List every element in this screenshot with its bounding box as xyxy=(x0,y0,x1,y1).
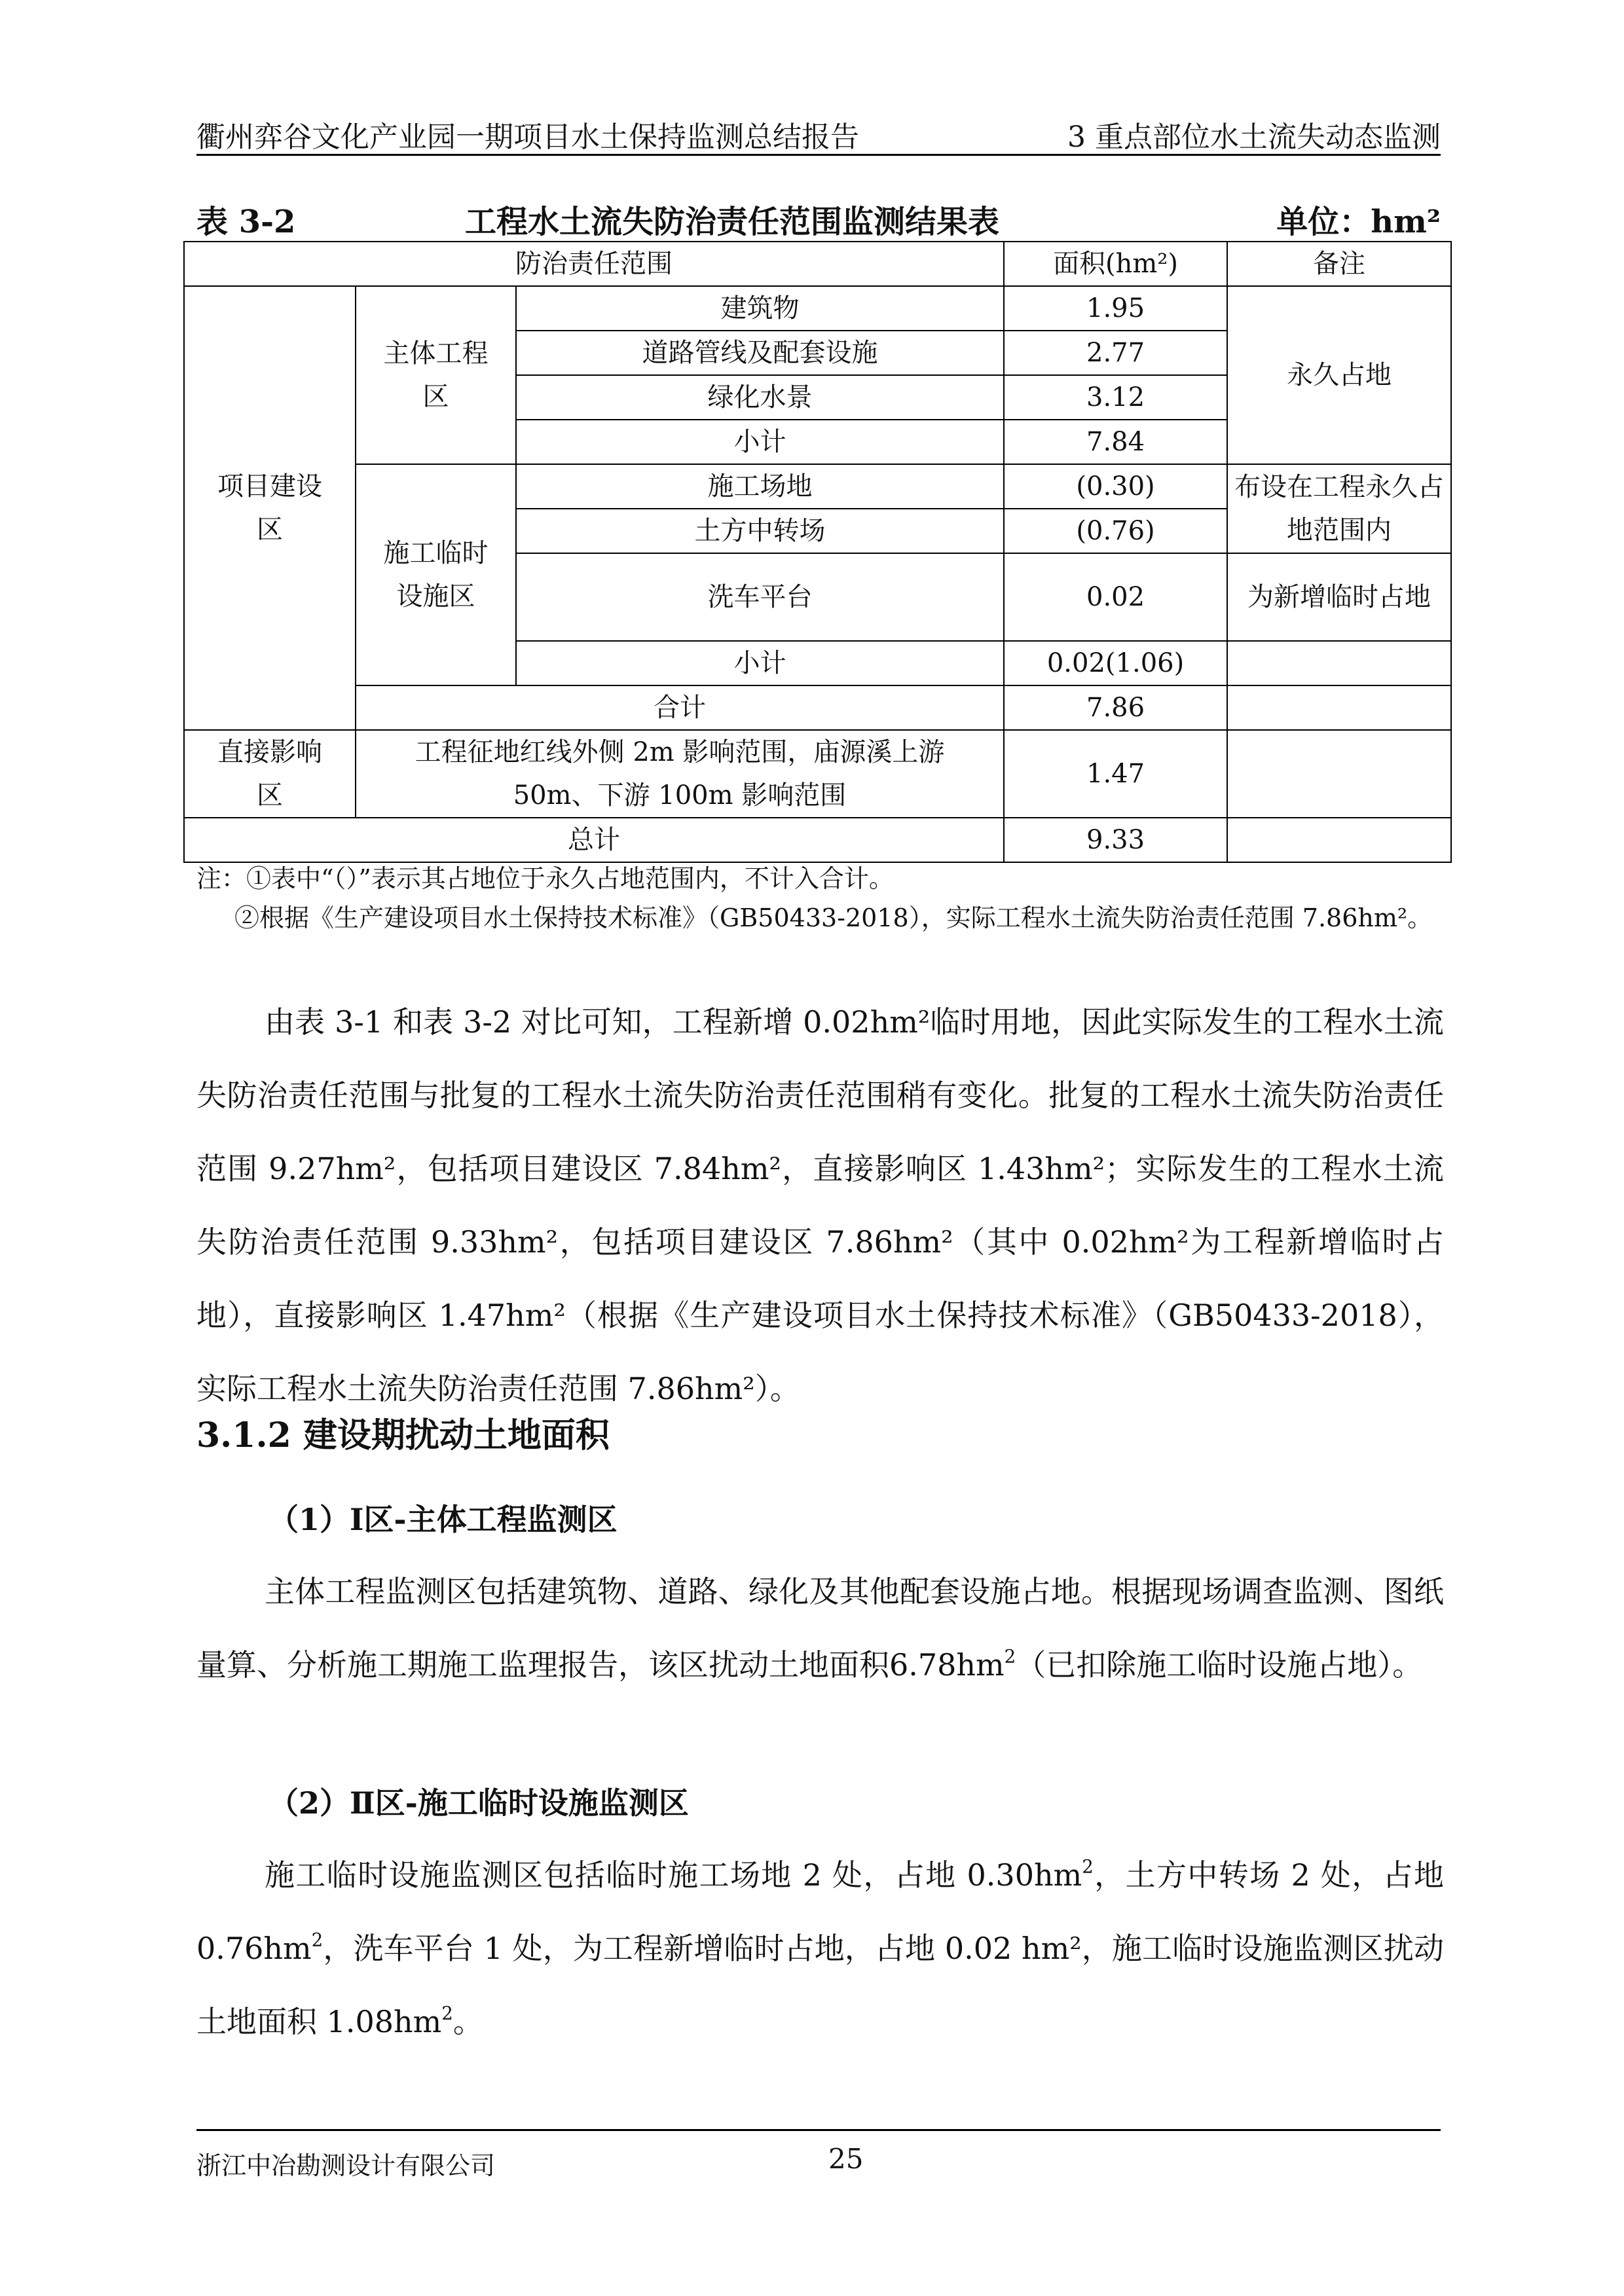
area-cell: 3.12 xyxy=(1004,375,1227,420)
item-cell: 洗车平台 xyxy=(516,553,1004,641)
area-cell: 1.95 xyxy=(1004,286,1227,331)
note-2: ②根据《生产建设项目水土保持技术标准》（GB50433-2018），实际工程水土流失防治责任范围 7.86hm²。 xyxy=(234,903,1433,932)
area-cell: 0.02(1.06) xyxy=(1004,641,1227,685)
paragraph-comparison: 由表 3-1 和表 3-2 对比可知，工程新增 0.02hm²临时用地，因此实际发生的工程水土流失防治责任范围与批复的工程水土流失防治责任范围稍有变化。批复的工程水土流失防治责任范围 9.27hm²，包括项目建设区 7.84hm²，直接影响区 1.43hm²；实际发生的工程水土流失防治责任范围 9.33hm²，包括项目建设区 7.86hm²（其中 0.02hm²为工程新增临时占地），直接影响区 1.47hm²（根据《生产建设项目水土保持技术标准》（GB50433-2018），实际工程水土流失防治责任范围 7.86hm²）。 xyxy=(196,1004,1444,1406)
item-cell: 建筑物 xyxy=(516,286,1004,331)
total-label: 总计 xyxy=(184,818,1004,862)
text-run: 施工临时设施监测区包括临时施工场地 2 处，占地 0.30hm xyxy=(265,1857,1082,1893)
note-1: 注：①表中“（）”表示其占地位于永久占地范围内，不计入合计。 xyxy=(196,864,894,893)
direct-area: 1.47 xyxy=(1004,730,1227,818)
footer-company: 浙江中冶勘测设计有限公司 xyxy=(196,2151,496,2180)
paragraph-main-zone xyxy=(196,1555,1444,1702)
text-run: 主体工程监测区包括建筑物、道路、绿化及其他配套设施占地。根据现场调查监测、图纸量算、分析施工期施工监理报告，该区扰动土地面积6.78hm xyxy=(196,1574,1444,1683)
direct-row xyxy=(184,730,1451,818)
area-cell: 0.02 xyxy=(1004,553,1227,641)
sum-label: 合计 xyxy=(356,685,1004,730)
responsibility-range-table xyxy=(183,241,1452,863)
text-run: 。 xyxy=(452,2004,483,2039)
header-range: 防治责任范围 xyxy=(184,242,1004,286)
page-header xyxy=(196,108,1441,156)
item-cell: 绿化水景 xyxy=(516,375,1004,420)
header-area: 面积(hm²) xyxy=(1004,242,1227,286)
item-cell: 小计 xyxy=(516,641,1004,685)
item-cell: 小计 xyxy=(516,420,1004,464)
area-cell: 2.77 xyxy=(1004,331,1227,375)
table-unit: 单位：hm² xyxy=(1276,204,1441,240)
table-number: 表 3-2 xyxy=(196,204,296,240)
total-area: 9.33 xyxy=(1004,818,1227,862)
zone-temp: 施工临时设施区 xyxy=(356,464,516,685)
superscript: 2 xyxy=(1004,1645,1016,1667)
item-cell: 道路管线及配套设施 xyxy=(516,331,1004,375)
table-header-row xyxy=(184,242,1451,286)
header-note: 备注 xyxy=(1227,242,1451,286)
empty-note xyxy=(1227,641,1451,685)
paragraph-temp-zone xyxy=(196,1838,1444,2058)
zone-project: 项目建设区 xyxy=(184,286,356,730)
text-run: ，洗车平台 1 处，为工程新增临时占地，占地 0.02 hm²，施工临时设施监测区扰动土地面积 1.08hm xyxy=(196,1931,1444,2039)
superscript: 2 xyxy=(441,2002,453,2024)
zone-direct: 直接影响区 xyxy=(184,730,356,818)
empty-note xyxy=(1227,685,1451,730)
item-cell: 土方中转场 xyxy=(516,509,1004,553)
item-cell: 施工场地 xyxy=(516,464,1004,509)
subheading-temp-zone: （2）Ⅱ区-施工临时设施监测区 xyxy=(268,1785,689,1821)
table-row xyxy=(184,286,1451,331)
zone-main: 主体工程区 xyxy=(356,286,516,464)
main-note: 永久占地 xyxy=(1227,286,1451,464)
temp-note-2: 为新增临时占地 xyxy=(1227,553,1451,641)
page-number: 25 xyxy=(828,2143,864,2175)
total-row xyxy=(184,818,1451,862)
direct-desc: 工程征地红线外侧 2m 影响范围，庙源溪上游 50m、下游 100m 影响范围 xyxy=(356,730,1004,818)
header-chapter-title: 3 重点部位水土流失动态监测 xyxy=(1067,120,1441,154)
superscript: 2 xyxy=(311,1929,323,1951)
empty-note xyxy=(1227,818,1451,862)
temp-note-1: 布设在工程永久占地范围内 xyxy=(1227,464,1451,553)
page-footer xyxy=(196,2129,1441,2183)
area-cell: (0.76) xyxy=(1004,509,1227,553)
table-caption xyxy=(196,196,1441,238)
table-title: 工程水土流失防治责任范围监测结果表 xyxy=(465,204,1000,240)
area-cell: 7.84 xyxy=(1004,420,1227,464)
header-report-title: 衢州弈谷文化产业园一期项目水土保持监测总结报告 xyxy=(196,120,859,154)
sum-row xyxy=(184,685,1451,730)
empty-note xyxy=(1227,730,1451,818)
text-run: （已扣除施工临时设施占地）。 xyxy=(1016,1647,1423,1683)
subheading-main-zone: （1）Ⅰ区-主体工程监测区 xyxy=(268,1502,618,1537)
area-cell: (0.30) xyxy=(1004,464,1227,509)
sum-area: 7.86 xyxy=(1004,685,1227,730)
superscript: 2 xyxy=(1082,1855,1094,1878)
table-row xyxy=(184,464,1451,509)
table-notes xyxy=(196,859,1441,938)
section-heading: 3.1.2 建设期扰动土地面积 xyxy=(196,1415,610,1455)
text-run: ，土方中转场 2 处，占地 0.76hm xyxy=(196,1857,1444,1966)
